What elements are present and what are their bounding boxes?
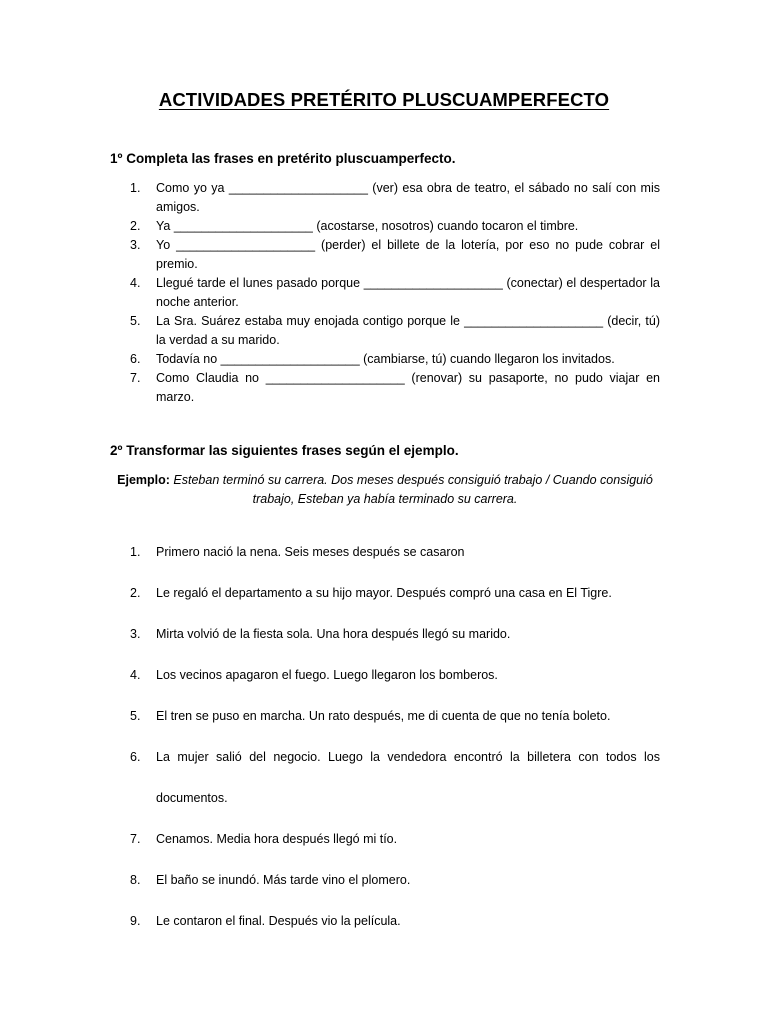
list-item (110, 666, 660, 685)
item-number: 6. (130, 352, 141, 366)
list-item (110, 584, 660, 603)
list-item (110, 312, 660, 350)
list-item (110, 369, 660, 407)
item-text: La Sra. Suárez estaba muy enojada contigo porque le ____________________ (decir, tú) la verdad a su marido. (156, 314, 660, 347)
item-text: El tren se puso en marcha. Un rato después, me di cuenta de que no tenía boleto. (156, 709, 611, 723)
item-text: Yo ____________________ (perder) el billete de la lotería, por eso no pude cobrar el premio. (156, 238, 660, 271)
item-text: Como yo ya ____________________ (ver) esa obra de teatro, el sábado no salí con mis amigos. (156, 181, 660, 214)
list-item (110, 179, 660, 217)
item-text: Ya ____________________ (acostarse, nosotros) cuando tocaron el timbre. (156, 219, 579, 233)
item-text: Llegué tarde el lunes pasado porque ____________________ (conectar) el despertador la noche anterior. (156, 276, 660, 309)
example-text: Esteban terminó su carrera. Dos meses después consiguió trabajo / Cuando consiguió trabajo, Esteban ya había terminado su carrera. (173, 473, 653, 506)
item-number: 6. (130, 750, 141, 764)
list-item (110, 350, 660, 369)
item-text: Los vecinos apagaron el fuego. Luego llegaron los bomberos. (156, 668, 498, 682)
list-item (110, 737, 660, 819)
item-text: La mujer salió del negocio. Luego la vendedora encontró la billetera con todos los documentos. (156, 750, 660, 805)
item-number: 7. (130, 371, 141, 385)
item-text: Le contaron el final. Después vio la película. (156, 914, 401, 928)
example-block (110, 471, 660, 509)
list-item (110, 830, 660, 849)
list-item (110, 274, 660, 312)
item-number: 3. (130, 238, 141, 252)
item-number: 4. (130, 668, 141, 682)
item-text: Mirta volvió de la fiesta sola. Una hora después llegó su marido. (156, 627, 511, 641)
item-text: Le regaló el departamento a su hijo mayor. Después compró una casa en El Tigre. (156, 586, 612, 600)
item-number: 4. (130, 276, 141, 290)
section1-heading: 1º Completa las frases en pretérito pluscuamperfecto. (110, 151, 456, 166)
item-number: 9. (130, 914, 141, 928)
item-number: 1. (130, 545, 141, 559)
item-text: Primero nació la nena. Seis meses después se casaron (156, 545, 465, 559)
item-number: 2. (130, 219, 141, 233)
section2-list (110, 543, 660, 953)
document-title: ACTIVIDADES PRETÉRITO PLUSCUAMPERFECTO (158, 89, 610, 110)
list-item (110, 871, 660, 890)
item-number: 7. (130, 832, 141, 846)
item-number: 2. (130, 586, 141, 600)
example-label: Ejemplo: (117, 473, 170, 487)
item-number: 8. (130, 873, 141, 887)
list-item (110, 236, 660, 274)
item-text: Todavía no ____________________ (cambiarse, tú) cuando llegaron los invitados. (156, 352, 615, 366)
list-item (110, 625, 660, 644)
item-text: Cenamos. Media hora después llegó mi tío. (156, 832, 398, 846)
item-text: El baño se inundó. Más tarde vino el plomero. (156, 873, 411, 887)
section2-heading: 2º Transformar las siguientes frases según el ejemplo. (110, 443, 459, 458)
list-item (110, 217, 660, 236)
item-number: 3. (130, 627, 141, 641)
list-item (110, 707, 660, 726)
item-text: Como Claudia no ____________________ (renovar) su pasaporte, no pudo viajar en marzo. (156, 371, 660, 404)
list-item (110, 912, 660, 931)
item-number: 1. (130, 181, 141, 195)
list-item (110, 543, 660, 562)
item-number: 5. (130, 314, 141, 328)
section1-list (110, 179, 660, 407)
item-number: 5. (130, 709, 141, 723)
